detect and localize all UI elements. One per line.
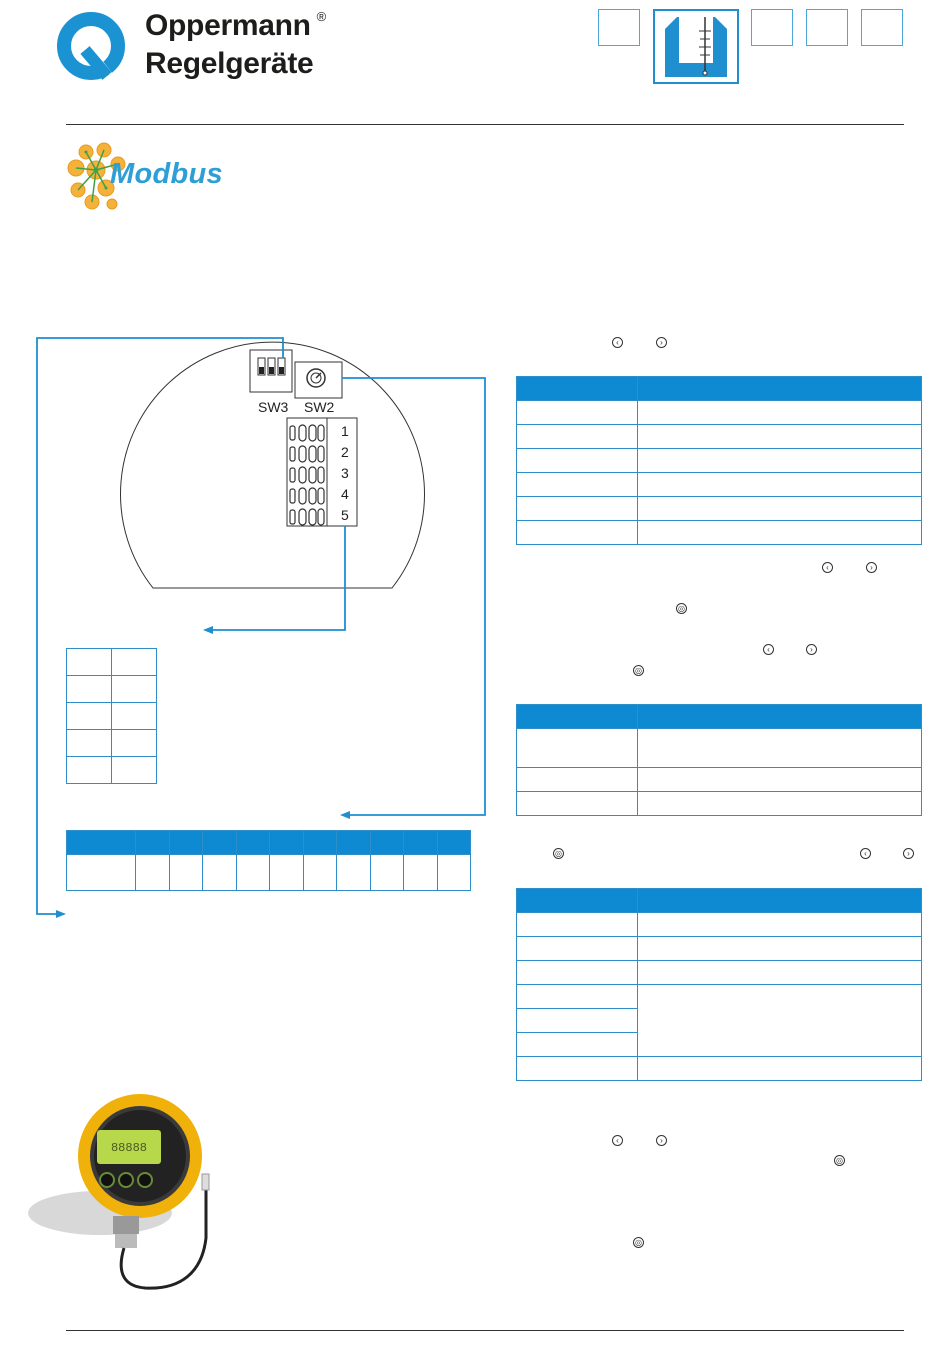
registered-mark: ® xyxy=(316,9,326,24)
sw2-label: SW2 xyxy=(304,399,335,415)
category-tab-5[interactable] xyxy=(861,9,903,46)
nav-left-icon: ‹ xyxy=(822,562,833,573)
enter-icon: ◎ xyxy=(633,665,644,676)
nav-right-icon: › xyxy=(903,848,914,859)
nav-left-icon: ‹ xyxy=(612,1135,623,1146)
sw3-label: SW3 xyxy=(258,399,289,415)
nav-right-icon: › xyxy=(866,562,877,573)
nav-right-icon: › xyxy=(806,644,817,655)
modbus-wordmark: Modbus xyxy=(110,158,223,190)
terminal-number: 4 xyxy=(341,486,349,502)
settings-table-1 xyxy=(516,376,922,545)
category-tab-1[interactable] xyxy=(598,9,640,46)
category-tab-3[interactable] xyxy=(751,9,793,46)
enter-icon: ◎ xyxy=(676,603,687,614)
nav-left-icon: ‹ xyxy=(612,337,623,348)
settings-table-3 xyxy=(516,888,922,1081)
category-tab-active[interactable] xyxy=(653,9,739,84)
header-divider xyxy=(66,124,904,125)
settings-table-2 xyxy=(516,704,922,816)
address-table xyxy=(66,830,471,891)
terminal-number: 2 xyxy=(341,444,349,460)
nav-right-icon: › xyxy=(656,337,667,348)
brand-name-line2: Regelgeräte xyxy=(145,47,314,80)
enter-icon: ◎ xyxy=(553,848,564,859)
svg-text:88888: 88888 xyxy=(110,1141,148,1155)
device-photo xyxy=(20,1088,220,1298)
nav-right-icon: › xyxy=(656,1135,667,1146)
level-probe-icon xyxy=(655,11,737,82)
enter-icon: ◎ xyxy=(834,1155,845,1166)
nav-left-icon: ‹ xyxy=(860,848,871,859)
terminal-number: 3 xyxy=(341,465,349,481)
brand-name-line1: Oppermann ® xyxy=(145,9,326,42)
terminal-number: 5 xyxy=(341,507,349,523)
terminal-number: 1 xyxy=(341,423,349,439)
nav-left-icon: ‹ xyxy=(763,644,774,655)
category-tab-4[interactable] xyxy=(806,9,848,46)
brand-logo-icon xyxy=(55,10,127,82)
footer-divider xyxy=(66,1330,904,1331)
terminal-assignment-table xyxy=(66,648,157,784)
enter-icon: ◎ xyxy=(633,1237,644,1248)
